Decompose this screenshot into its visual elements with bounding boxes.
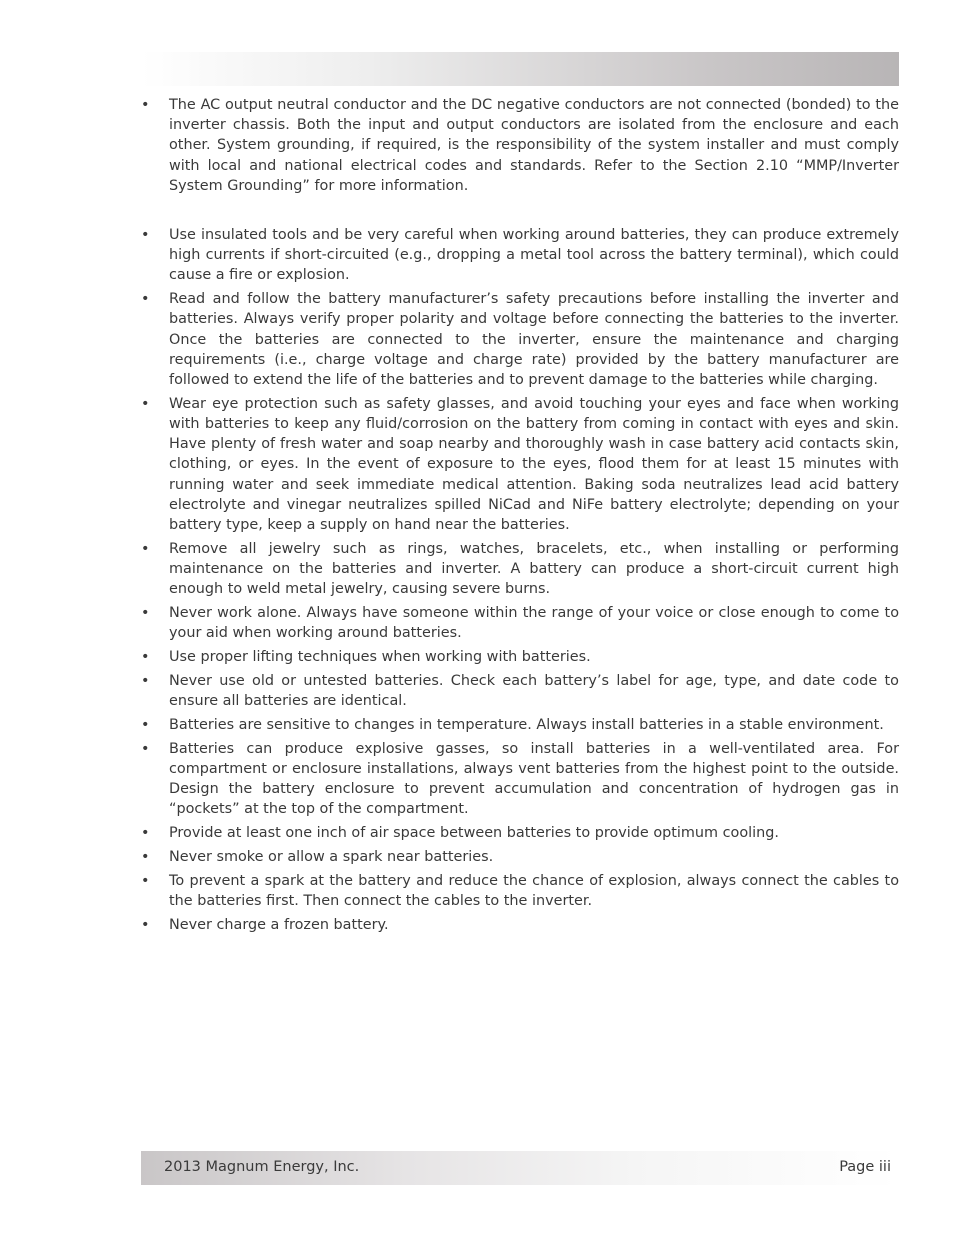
list-item-text: Wear eye protection such as safety glasses, and avoid touching your eyes and face when working with batteries to keep any fluid/corrosion on the battery from coming in contact with eyes and skin. Have plenty of fresh water and soap nearby and thoroughly wash in case battery acid contacts skin, clothing, or eyes. In the event of exposure to the eyes, flood them for at least 15 minutes with running water and seek immediate medical attention. Baking soda neutralizes lead acid battery electrolyte and vinegar neutralizes spilled NiCad and NiFe battery electrolyte; depending on your battery type, keep a supply on hand near the batteries. — [169, 395, 899, 534]
list-item-text: Read and follow the battery manufacturer’s safety precautions before installing the inverter and batteries. Always verify proper polarity and voltage before connecting the batteries to the inverter. Once the batteries are connected to the inverter, ensure the maintenance and charging requirements (i.e., charge voltage and charge rate) provided by the battery manufacturer are followed to extend the life of the batteries and to prevent damage to the batteries while charging. — [169, 291, 899, 389]
list-item-text: Batteries are sensitive to changes in temperature. Always install batteries in a stable environment. — [169, 716, 884, 733]
list-item — [141, 915, 899, 935]
bullet-icon: • — [141, 649, 150, 666]
footer-band — [141, 1151, 899, 1185]
list-item — [141, 823, 899, 843]
list-item-text: Use proper lifting techniques when working with batteries. — [169, 649, 591, 666]
list-item-text: Never work alone. Always have someone within the range of your voice or close enough to come to your aid when working around batteries. — [169, 605, 899, 642]
list-item — [141, 289, 899, 390]
bullet-icon: • — [141, 872, 150, 889]
bullet-icon: • — [141, 395, 150, 412]
list-item — [141, 871, 899, 911]
list-item — [141, 847, 899, 867]
list-item-text: Never use old or untested batteries. Check each battery’s label for age, type, and date code to ensure all batteries are identical. — [169, 672, 899, 710]
footer-page-number: Page iii — [839, 1159, 891, 1175]
list-item — [141, 671, 899, 711]
list-item-text: Batteries can produce explosive gasses, so install batteries in a well-ventilated area. For compartment or enclosure installations, always vent batteries from the highest point to the outside. Design the battery enclosure to prevent accumulation and concentration of hydrogen gas in “pockets” at the top of the compartment. — [169, 740, 899, 818]
bullet-list-grounding — [141, 95, 899, 200]
list-item-text: Remove all jewelry such as rings, watches, bracelets, etc., when installing or performing maintenance on the batteries and inverter. A battery can produce a short-circuit current high enough to weld metal jewelry, causing severe burns. — [169, 540, 899, 598]
bullet-icon: • — [141, 672, 150, 689]
bullet-icon: • — [141, 848, 150, 865]
list-item-text: Never charge a frozen battery. — [169, 916, 389, 933]
bullet-icon: • — [141, 740, 150, 757]
list-item-text: Use insulated tools and be very careful when working around batteries, they can produce extremely high currents if short-circuited (e.g., dropping a metal tool across the battery terminal), which could cause a fire or explosion. — [169, 227, 899, 284]
bullet-list-battery-safety — [141, 225, 899, 938]
bullet-icon: • — [141, 291, 150, 308]
bullet-icon: • — [141, 97, 150, 113]
list-item — [141, 225, 899, 286]
list-item — [141, 739, 899, 820]
list-item-text: To prevent a spark at the battery and reduce the chance of explosion, always connect the cables to the batteries first. Then connect the cables to the inverter. — [169, 872, 899, 909]
footer-copyright: 2013 Magnum Energy, Inc. — [164, 1159, 360, 1175]
list-item-text: The AC output neutral conductor and the DC negative conductors are not connected (bonded) to the inverter chassis. Both the input and output conductors are isolated from the enclosure and each other. System grounding, if required, is the responsibility of the system installer and must comply with local and national electrical codes and standards. Refer to the Section 2.10 “MMP/Inverter System Grounding” for more information. — [169, 97, 899, 194]
list-item-text: Never smoke or allow a spark near batteries. — [169, 848, 494, 865]
bullet-icon: • — [141, 716, 150, 733]
list-item — [141, 394, 899, 535]
bullet-icon: • — [141, 605, 150, 622]
list-item — [141, 95, 899, 196]
bullet-icon: • — [141, 227, 150, 243]
list-item-text: Provide at least one inch of air space between batteries to provide optimum cooling. — [169, 825, 779, 842]
bullet-icon: • — [141, 916, 150, 933]
bullet-icon: • — [141, 540, 150, 557]
list-item — [141, 539, 899, 600]
header-band — [141, 52, 899, 86]
list-item — [141, 715, 899, 735]
list-item — [141, 647, 899, 667]
list-item — [141, 603, 899, 643]
bullet-icon: • — [141, 825, 150, 842]
